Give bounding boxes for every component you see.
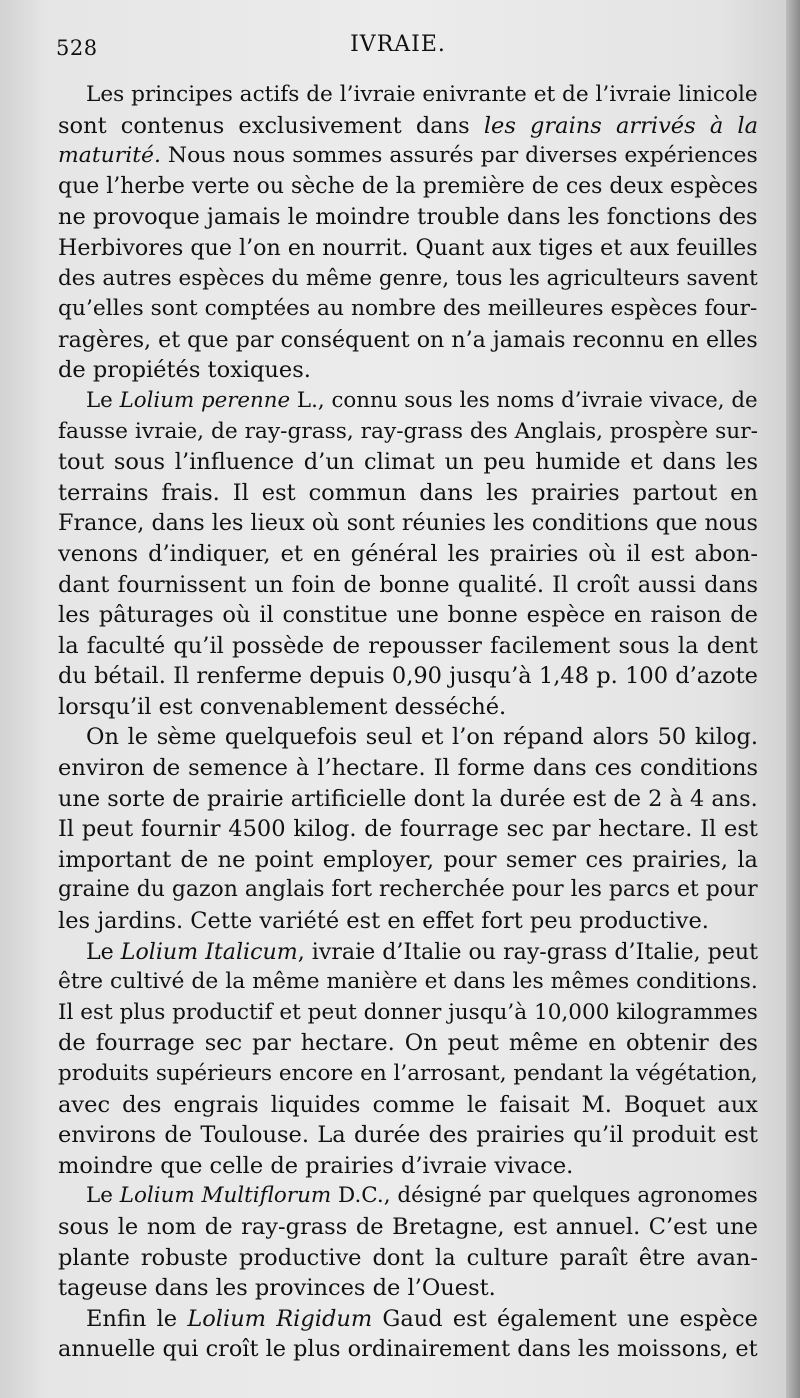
text-segment: de propiétés toxiques. — [58, 357, 311, 384]
text-segment: plante robuste productive dont la culture paraît être avan- — [58, 1244, 758, 1271]
text-line — [58, 447, 758, 478]
text-segment: Le — [86, 1183, 120, 1209]
text-segment: tout sous l’influence d’un climat un peu humide et dans les — [58, 449, 759, 476]
text-line — [58, 1243, 758, 1274]
text-segment: avec des engrais liquides comme le faisait M. Boquet aux — [58, 1091, 758, 1118]
text-segment: que l’herbe verte ou sèche de la première de ces deux espèces — [58, 173, 758, 199]
text-segment: les pâturages où il constitue une bonne espèce en raison de — [58, 602, 758, 629]
text-line — [58, 600, 758, 631]
text-segment: D.C., désigné par quelques agronomes — [331, 1183, 758, 1209]
text-line — [58, 661, 758, 692]
text-line — [58, 1273, 758, 1304]
text-line — [58, 1028, 758, 1059]
text-segment: dant fournissent un foin de bonne qualité. Il croît aussi dans — [58, 571, 759, 598]
text-line — [58, 478, 758, 509]
text-line — [58, 570, 758, 601]
text-segment: Herbivores que l’on en nourrit. Quant aux tiges et aux feuilles — [58, 234, 758, 261]
text-line — [58, 998, 758, 1029]
italic-text: Lolium Rigidum — [187, 1305, 373, 1332]
text-segment: du bétail. Il renferme depuis 0,90 jusqu’à 1,48 p. 100 d’azote — [58, 663, 758, 690]
text-segment: une sorte de prairie artificielle dont la durée est de 2 à 4 ans. — [58, 785, 758, 812]
text-line — [58, 1212, 758, 1243]
text-line — [58, 294, 758, 325]
text-segment: tageuse dans les provinces de l’Ouest. — [58, 1275, 496, 1302]
text-segment: produits supérieurs encore en l’arrosant, pendant la végétation, — [58, 1061, 758, 1086]
text-line — [58, 1090, 758, 1121]
text-segment: sous le nom de ray-grass de Bretagne, est annuel. C’est une — [58, 1213, 758, 1240]
text-segment: France, dans les lieux où sont réunies les conditions que nous — [58, 510, 758, 537]
text-segment: Nous nous sommes assurés par diverses expériences — [160, 143, 758, 169]
text-segment: , ivraie d’Italie ou ray-grass d’Italie, peut — [297, 938, 759, 965]
text-line — [58, 172, 758, 203]
text-segment: ne provoque jamais le moindre trouble dans les fonctions des — [58, 204, 758, 231]
text-line — [58, 845, 758, 876]
text-line — [58, 692, 758, 723]
text-segment: Le — [86, 387, 120, 413]
text-line — [58, 202, 758, 233]
text-line — [58, 722, 758, 753]
text-segment: environ de semence à l’hectare. Il forme dans ces conditions — [58, 755, 759, 782]
text-line — [58, 264, 758, 295]
text-line — [58, 906, 758, 937]
italic-text: maturité. — [58, 143, 161, 169]
text-line — [58, 386, 758, 417]
text-segment: Enfin le — [86, 1305, 188, 1332]
text-segment: fausse ivraie, de ray-grass, ray-grass des Anglais, prospère sur- — [58, 418, 758, 444]
text-segment: sont contenus exclusivement dans — [58, 112, 484, 139]
text-line — [58, 80, 758, 111]
text-line — [58, 1304, 758, 1335]
text-segment: graine du gazon anglais fort recherchée pour les parcs et pour — [58, 877, 758, 903]
text-line — [58, 355, 758, 386]
italic-text: les grains arrivés à la — [483, 112, 758, 139]
text-line — [58, 539, 758, 570]
text-line — [58, 937, 758, 968]
text-line — [58, 1151, 758, 1182]
italic-text: Lolium Italicum — [120, 938, 298, 965]
text-line — [58, 875, 758, 906]
text-segment: lorsqu’il est convenablement desséché. — [58, 693, 507, 720]
text-segment: être cultivé de la même manière et dans les mêmes conditions. — [58, 969, 758, 995]
text-line — [58, 417, 758, 448]
text-segment: de fourrage sec par hectare. On peut même en obtenir des — [58, 1030, 758, 1057]
text-line — [58, 111, 758, 142]
running-title: IVRAIE. — [350, 32, 446, 57]
text-line — [58, 753, 758, 784]
text-segment: terrains frais. Il est commun dans les prairies partout en — [58, 479, 758, 506]
text-line — [58, 631, 758, 662]
text-segment: Les principes actifs de l’ivraie enivrante et de l’ivraie linicole — [86, 82, 758, 107]
text-line — [58, 1059, 758, 1090]
page-number: 528 — [56, 36, 98, 60]
text-segment: moindre que celle de prairies d’ivraie vivace. — [58, 1152, 574, 1179]
text-segment: venons d’indiquer, et en général les prairies où il est abon- — [58, 540, 758, 567]
text-segment: important de ne point employer, pour semer ces prairies, la — [58, 846, 758, 873]
text-segment: la faculté qu’il possède de repousser facilement sous la dent — [58, 632, 758, 659]
text-segment: Il est plus productif et peut donner jusqu’à 10,000 kilogrammes — [58, 999, 758, 1025]
text-line — [58, 325, 758, 356]
text-line — [58, 508, 758, 539]
text-line — [58, 814, 758, 845]
text-line — [58, 784, 758, 815]
italic-text: Lolium perenne — [119, 387, 291, 413]
text-segment: les jardins. Cette variété est en effet fort peu productive. — [58, 908, 709, 935]
text-segment: Il peut fournir 4500 kilog. de fourrage sec par hectare. Il est — [58, 816, 758, 843]
text-segment: ragères, et que par conséquent on n’a jamais reconnu en elles — [58, 326, 758, 353]
text-segment: qu’elles sont comptées au nombre des meilleures espèces four- — [58, 296, 758, 322]
page-edge — [786, 0, 800, 1398]
page-header — [56, 28, 740, 68]
text-segment: annuelle qui croît le plus ordinairement dans les moissons, et — [58, 1336, 758, 1363]
text-line — [58, 1334, 758, 1365]
text-line — [58, 967, 758, 998]
text-segment: L., connu sous les noms d’ivraie vivace, de — [290, 387, 758, 413]
text-line — [58, 233, 758, 264]
italic-text: Lolium Multiflorum — [119, 1183, 332, 1209]
text-segment: On le sème quelquefois seul et l’on répand alors 50 kilog. — [86, 724, 759, 751]
text-segment: Le — [86, 938, 121, 965]
text-segment: environs de Toulouse. La durée des prairies qu’il produit est — [58, 1122, 758, 1149]
text-segment: Gaud est également une espèce — [372, 1305, 758, 1332]
text-line — [58, 1181, 758, 1212]
body-text — [58, 80, 758, 1365]
text-line — [58, 141, 758, 172]
text-segment: des autres espèces du même genre, tous les agriculteurs savent — [58, 265, 758, 291]
text-line — [58, 1120, 758, 1151]
